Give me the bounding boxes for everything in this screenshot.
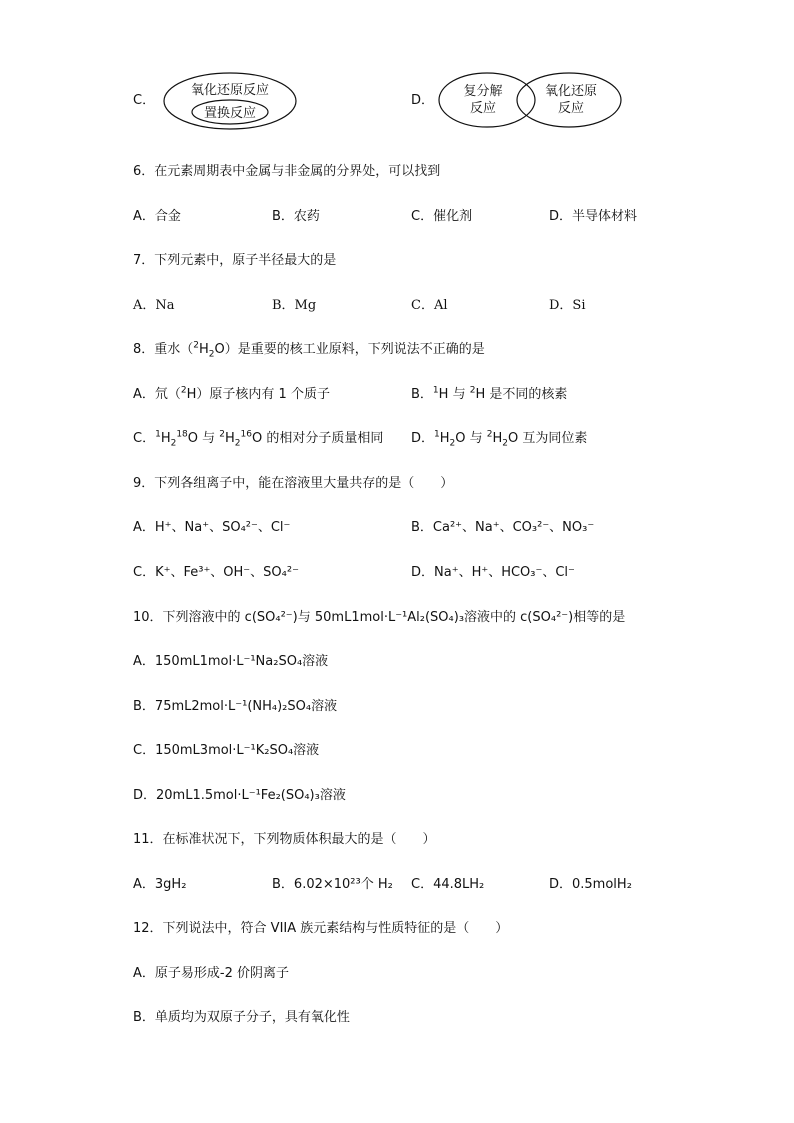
q5-option-c-label: C．	[133, 93, 156, 108]
q10-option-d: D．20mL1.5mol·L⁻¹Fe₂(SO₄)₃溶液	[133, 788, 346, 803]
q6-option-c: C．催化剂	[411, 209, 473, 224]
diagram-d-right-line1: 氧化还原	[544, 84, 598, 99]
q11-option-c: C．44.8LH₂	[411, 877, 485, 892]
q9-stem: 9．下列各组离子中，能在溶液里大量共存的是（ ）	[133, 476, 454, 491]
q10-stem: 10．下列溶液中的 c(SO₄²⁻)与 50mL1mol·L⁻¹Al₂(SO₄)₃溶液中的 c(SO₄²⁻)相等的是	[133, 610, 626, 625]
left-ellipse	[439, 73, 535, 127]
q11-option-b: B．6.02×10²³个 H₂	[272, 877, 393, 892]
diagram-c-inner-label: 置换反应	[203, 106, 257, 121]
q9-option-a: A．H⁺、Na⁺、SO₄²⁻、Cl⁻	[133, 520, 291, 535]
q5-option-d-diagram	[437, 70, 627, 130]
q6-option-b: B．农药	[272, 209, 320, 224]
q10-option-a: A．150mL1mol·L⁻¹Na₂SO₄溶液	[133, 654, 329, 669]
q6-option-d: D．半导体材料	[549, 209, 638, 224]
q10-option-c: C．150mL3mol·L⁻¹K₂SO₄溶液	[133, 743, 320, 758]
q5-option-c-diagram	[160, 70, 300, 132]
diagram-d-right-line2: 反应	[557, 101, 585, 116]
q7-option-b: B．Mg	[272, 298, 317, 313]
q9-option-c: C．K⁺、Fe³⁺、OH⁻、SO₄²⁻	[133, 565, 299, 580]
q7-stem: 7．下列元素中，原子半径最大的是	[133, 253, 337, 268]
q12-option-a: A．原子易形成-2 价阴离子	[133, 966, 289, 981]
q12-option-b: B．单质均为双原子分子，具有氧化性	[133, 1010, 350, 1025]
q8-option-b: B．$^1$H 与 $^2$H 是不同的核素	[411, 385, 568, 402]
q7-option-c: C．Al	[411, 298, 448, 313]
q10-option-b: B．75mL2mol·L⁻¹(NH₄)₂SO₄溶液	[133, 699, 338, 714]
q12-stem: 12．下列说法中，符合 VIIA 族元素结构与性质特征的是（ ）	[133, 921, 509, 936]
q6-stem: 6．在元素周期表中金属与非金属的分界处，可以找到	[133, 164, 441, 179]
diagram-d-left-line2: 反应	[469, 101, 497, 116]
q7-option-d: D．Si	[549, 298, 586, 313]
q8-option-d: D．$^1H_2O$ 与 $^2H_2O$ 互为同位素	[411, 429, 588, 449]
q8-option-c: C．$^1H_2^{18}O$ 与 $^2H_2^{16}O$ 的相对分子质量相同	[133, 429, 384, 449]
diagram-d-left-line1: 复分解	[463, 84, 503, 99]
q8-option-a: A．氘（$^2$H）原子核内有 1 个质子	[133, 385, 330, 402]
q5-option-d-label: D．	[411, 93, 435, 108]
q11-option-a: A．3gH₂	[133, 877, 187, 892]
q9-option-b: B．Ca²⁺、Na⁺、CO₃²⁻、NO₃⁻	[411, 520, 595, 535]
q11-option-d: D．0.5molH₂	[549, 877, 632, 892]
q8-stem: 8．重水$(^2H_2O)$是重要的核工业原料，下列说法不正确的是	[133, 340, 485, 360]
q7-option-a: A．Na	[133, 298, 175, 313]
q9-option-d: D．Na⁺、H⁺、HCO₃⁻、Cl⁻	[411, 565, 575, 580]
q11-stem: 11．在标准状况下，下列物质体积最大的是（ ）	[133, 832, 436, 847]
right-ellipse	[517, 73, 621, 127]
diagram-c-outer-label: 氧化还原反应	[190, 83, 270, 98]
q6-option-a: A．合金	[133, 209, 181, 224]
